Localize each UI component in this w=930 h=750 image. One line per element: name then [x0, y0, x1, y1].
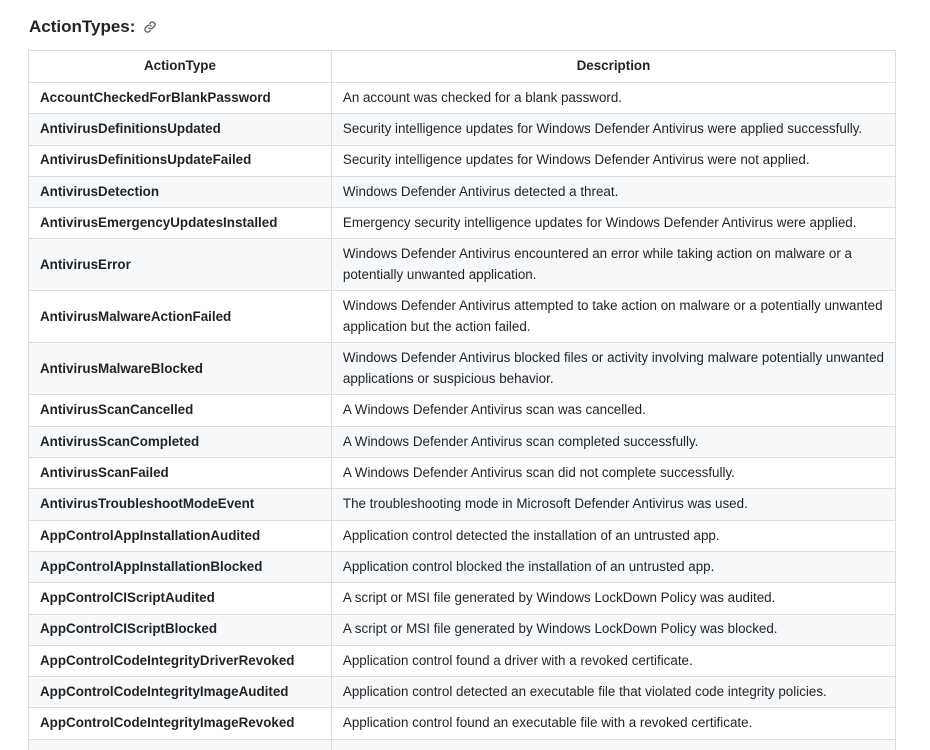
- cell-description: [331, 739, 895, 750]
- cell-description: Windows Defender Antivirus attempted to take action on malware or a potentially unwanted application but the action failed.: [331, 291, 895, 343]
- table-header-row: [29, 51, 896, 83]
- table-row: [29, 208, 896, 239]
- cell-description: Security intelligence updates for Windows Defender Antivirus were not applied.: [331, 145, 895, 176]
- table-row: [29, 176, 896, 207]
- cell-description: Application control found a driver with a revoked certificate.: [331, 645, 895, 676]
- cell-actiontype: AntivirusDefinitionsUpdated: [29, 114, 332, 145]
- cell-description: Windows Defender Antivirus detected a threat.: [331, 176, 895, 207]
- cell-actiontype: AntivirusScanCompleted: [29, 426, 332, 457]
- cell-actiontype: AntivirusMalwareActionFailed: [29, 291, 332, 343]
- table-row: [29, 645, 896, 676]
- cell-actiontype: AppControlCodeIntegrityImageRevoked: [29, 708, 332, 739]
- cell-actiontype: AppControlAppInstallationBlocked: [29, 551, 332, 582]
- cell-description: Application control detected the installation of an untrusted app.: [331, 520, 895, 551]
- cell-description: A Windows Defender Antivirus scan completed successfully.: [331, 426, 895, 457]
- cell-actiontype: AntivirusDefinitionsUpdateFailed: [29, 145, 332, 176]
- cell-actiontype: AccountCheckedForBlankPassword: [29, 83, 332, 114]
- section-title: ActionTypes:: [29, 17, 136, 36]
- header-actiontype: ActionType: [29, 51, 332, 83]
- table-row: [29, 395, 896, 426]
- cell-actiontype: AppControlCIScriptAudited: [29, 583, 332, 614]
- table-row: [29, 343, 896, 395]
- table-row: [29, 458, 896, 489]
- cell-actiontype: AppControlCIScriptBlocked: [29, 614, 332, 645]
- link-icon[interactable]: [143, 20, 157, 34]
- table-row: [29, 239, 896, 291]
- table-row: [29, 551, 896, 582]
- table-row: [29, 708, 896, 739]
- cell-description: A Windows Defender Antivirus scan was cancelled.: [331, 395, 895, 426]
- cell-description: Application control found an executable file with a revoked certificate.: [331, 708, 895, 739]
- table-row: [29, 583, 896, 614]
- cell-actiontype: AntivirusEmergencyUpdatesInstalled: [29, 208, 332, 239]
- table-row: [29, 145, 896, 176]
- table-row: [29, 291, 896, 343]
- cell-description: Windows Defender Antivirus blocked files or activity involving malware potentially unwanted applications or suspicious behavior.: [331, 343, 895, 395]
- cell-description: A script or MSI file generated by Windows LockDown Policy was blocked.: [331, 614, 895, 645]
- table-row: [29, 614, 896, 645]
- section-heading: [29, 14, 157, 40]
- cell-description: A script or MSI file generated by Windows LockDown Policy was audited.: [331, 583, 895, 614]
- cell-actiontype: AntivirusTroubleshootModeEvent: [29, 489, 332, 520]
- table-row: [29, 426, 896, 457]
- cell-actiontype: AntivirusError: [29, 239, 332, 291]
- cell-actiontype: AntivirusDetection: [29, 176, 332, 207]
- table-row: [29, 739, 896, 750]
- cell-description: A Windows Defender Antivirus scan did not complete successfully.: [331, 458, 895, 489]
- cell-actiontype: AppControlCodeIntegrityImageAudited: [29, 677, 332, 708]
- cell-actiontype: AppControlCodeIntegrityDriverRevoked: [29, 645, 332, 676]
- table-row: [29, 489, 896, 520]
- header-description: Description: [331, 51, 895, 83]
- cell-actiontype: AntivirusScanCancelled: [29, 395, 332, 426]
- table-row: [29, 520, 896, 551]
- table-row: [29, 114, 896, 145]
- cell-description: Application control blocked the installation of an untrusted app.: [331, 551, 895, 582]
- cell-actiontype: [29, 739, 332, 750]
- cell-description: The troubleshooting mode in Microsoft Defender Antivirus was used.: [331, 489, 895, 520]
- cell-actiontype: AntivirusMalwareBlocked: [29, 343, 332, 395]
- table-row: [29, 83, 896, 114]
- cell-actiontype: AntivirusScanFailed: [29, 458, 332, 489]
- action-types-table: [28, 50, 896, 750]
- table-row: [29, 677, 896, 708]
- cell-description: Windows Defender Antivirus encountered an error while taking action on malware or a potentially unwanted application.: [331, 239, 895, 291]
- cell-description: Emergency security intelligence updates for Windows Defender Antivirus were applied.: [331, 208, 895, 239]
- cell-description: Application control detected an executable file that violated code integrity policies.: [331, 677, 895, 708]
- cell-description: Security intelligence updates for Windows Defender Antivirus were applied successfully.: [331, 114, 895, 145]
- cell-description: An account was checked for a blank password.: [331, 83, 895, 114]
- cell-actiontype: AppControlAppInstallationAudited: [29, 520, 332, 551]
